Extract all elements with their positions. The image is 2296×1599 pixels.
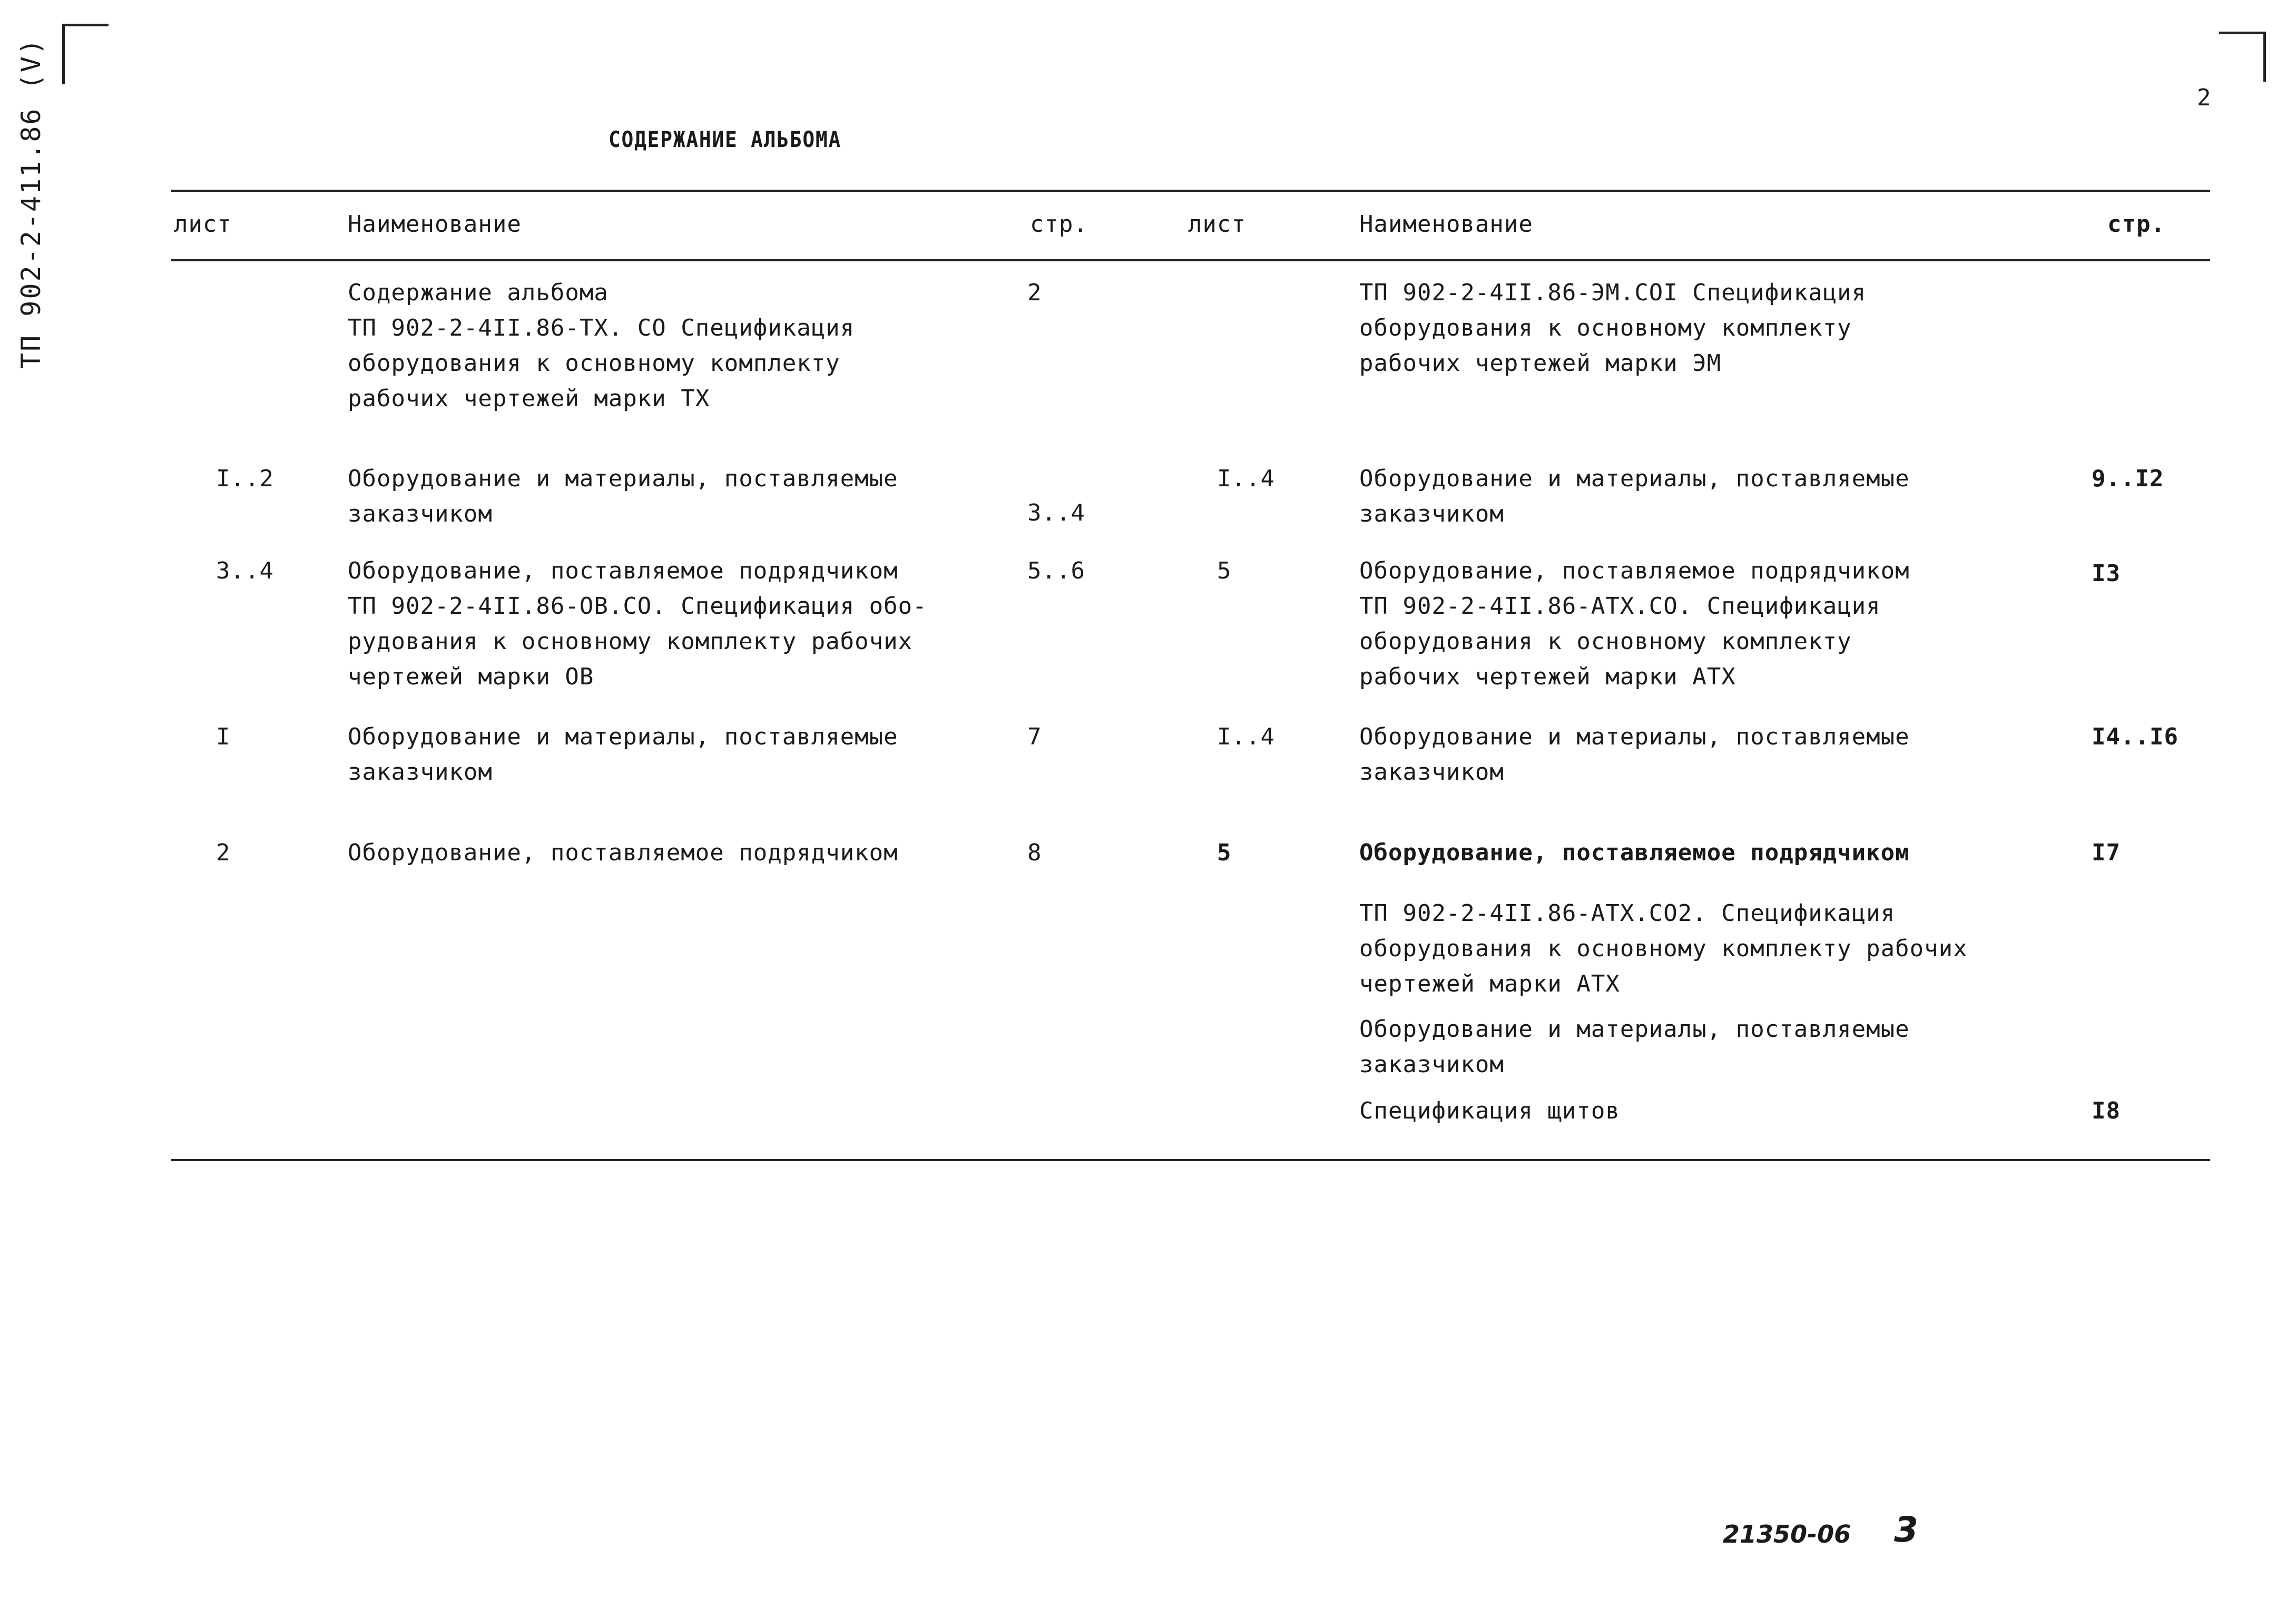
left-row-2-sheet: I..2	[216, 465, 274, 492]
left-row-5-name: Оборудование, поставляемое подрядчиком	[348, 839, 898, 866]
right-row-5-sheet: 5	[1217, 839, 1232, 866]
right-row-4-page: I4..I6	[2092, 723, 2179, 750]
left-row-4-sheet: I	[216, 723, 231, 750]
footer-code: 21350-06	[1723, 1520, 1851, 1548]
header-left-name: Наименование	[348, 211, 522, 238]
corner-mark-right-horizontal	[2219, 32, 2265, 34]
page-title: СОДЕРЖАНИЕ АЛЬБОМА	[609, 126, 842, 152]
header-right-sheet: лист	[1188, 211, 1246, 238]
right-row-3-sheet: 5	[1217, 557, 1232, 584]
right-row-3-name: Оборудование, поставляемое подрядчиком ТП 902-2-4II.86-АТХ.СО. Спецификация оборудования к основному комплекту рабочих чертежей марки АТХ	[1359, 557, 1910, 690]
left-row-1-page: 2	[1027, 279, 1042, 306]
right-row-2-sheet: I..4	[1217, 465, 1275, 492]
footer-sheet-number: 3	[1894, 1509, 1918, 1550]
corner-mark-left-horizontal	[62, 24, 109, 26]
left-row-1-name: Содержание альбома ТП 902-2-4II.86-ТХ. СО Спецификация оборудования к основному комплекту рабочих чертежей марки ТХ	[348, 279, 855, 412]
corner-mark-right-vertical	[2263, 32, 2266, 82]
right-row-5-name: Оборудование, поставляемое подрядчиком	[1359, 839, 1910, 866]
left-row-4-name: Оборудование и материалы, поставляемые заказчиком	[348, 723, 898, 786]
right-row-8-name: Спецификация щитов	[1359, 1097, 1620, 1124]
left-row-3-name: Оборудование, поставляемое подрядчиком ТП 902-2-4II.86-ОВ.СО. Спецификация обо- рудования к основному комплекту рабочих чертежей марки ОВ	[348, 557, 927, 690]
right-row-2-page: 9..I2	[2092, 465, 2164, 492]
right-row-5-page: I7	[2092, 839, 2121, 866]
right-row-4-sheet: I..4	[1217, 723, 1275, 750]
corner-mark-left-vertical	[62, 24, 65, 84]
right-row-8-page: I8	[2092, 1097, 2121, 1124]
right-row-4-name: Оборудование и материалы, поставляемые заказчиком	[1359, 723, 1910, 786]
page-number: 2	[2197, 84, 2212, 111]
right-row-7-name: Оборудование и материалы, поставляемые заказчиком	[1359, 1016, 1910, 1078]
left-row-5-page: 8	[1027, 839, 1042, 866]
right-row-6-name: ТП 902-2-4II.86-АТХ.СО2. Спецификация оборудования к основному комплекту рабочих чертежей марки АТХ	[1359, 900, 1968, 997]
left-row-2-name: Оборудование и материалы, поставляемые заказчиком	[348, 465, 898, 527]
left-row-3-sheet: 3..4	[216, 557, 274, 584]
right-row-3-page: I3	[2092, 560, 2121, 587]
header-left-page: стр.	[1030, 211, 1088, 238]
table-bottom-rule	[171, 1159, 2210, 1161]
left-row-3-page: 5..6	[1027, 557, 1085, 584]
header-right-page: стр.	[2107, 211, 2165, 238]
table-top-rule	[171, 190, 2210, 192]
left-row-4-page: 7	[1027, 723, 1042, 750]
right-row-2-name: Оборудование и материалы, поставляемые заказчиком	[1359, 465, 1910, 527]
header-left-sheet: лист	[174, 211, 232, 238]
side-document-code: ТП 902-2-411.86 (V)	[16, 37, 46, 369]
table-header-bottom-rule	[171, 259, 2210, 261]
left-row-5-sheet: 2	[216, 839, 231, 866]
header-right-name: Наименование	[1359, 211, 1533, 238]
left-row-2-page: 3..4	[1027, 499, 1085, 526]
right-row-1-name: ТП 902-2-4II.86-ЭМ.СОI Спецификация оборудования к основному комплекту рабочих чертежей марки ЭМ	[1359, 279, 1867, 377]
